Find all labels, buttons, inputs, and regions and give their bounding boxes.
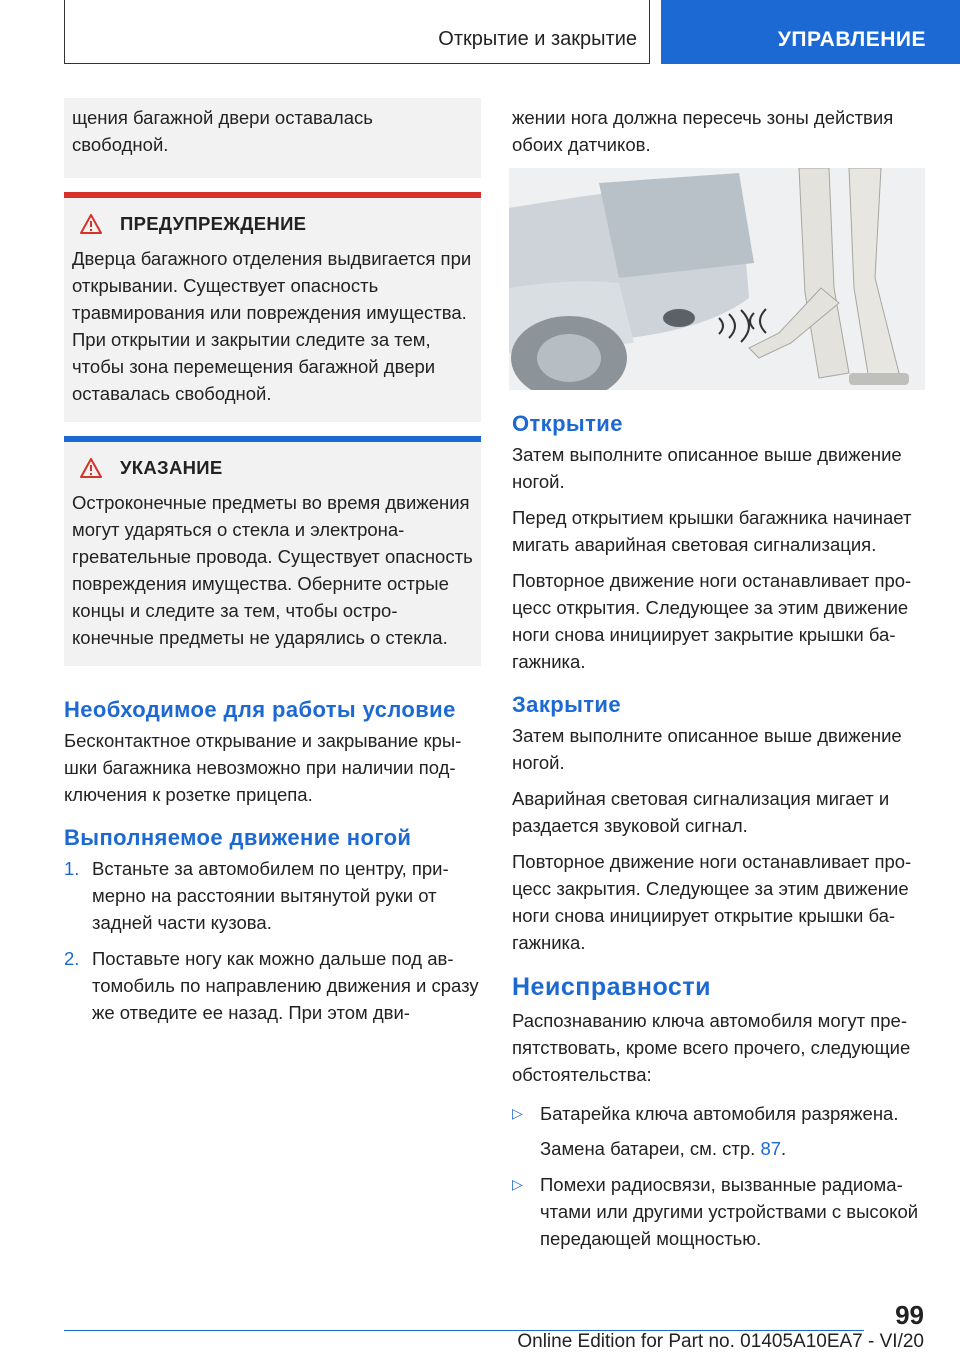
warning-box bbox=[64, 192, 481, 422]
list-number: 2. bbox=[64, 948, 80, 969]
left-column bbox=[64, 98, 481, 1035]
malfunctions-heading: Неисправности bbox=[512, 973, 711, 1001]
intro-box bbox=[64, 98, 481, 178]
notice-text: Остроконечные предметы во время движения могут ударяться о стекла и электронагревательные провода. Существует опасность повреждения имущества. Оберните острые концы и следите за тем, чтобы остроконечные предметы не ударялись о стекла. bbox=[72, 492, 473, 648]
page-link[interactable]: 87 bbox=[760, 1138, 782, 1159]
list-text: Поставьте ногу как можно дальше под автомобиль по направлению движения и сразу же отведите ее назад. При этом дви- bbox=[92, 948, 479, 1023]
notice-bar bbox=[64, 436, 481, 442]
paragraph: Аварийная световая сигнализация мигает и раздается звуковой сигнал. bbox=[512, 788, 890, 836]
list-item bbox=[64, 945, 481, 1026]
paragraph: Затем выполните описанное выше движение ногой. bbox=[512, 725, 902, 773]
opening-heading: Открытие bbox=[512, 411, 623, 436]
battery-reference bbox=[512, 1135, 927, 1162]
list-item bbox=[64, 855, 481, 936]
list-text: Встаньте за автомобилем по центру, примерно на расстоянии вытянутой руки от задней части кузова. bbox=[92, 858, 449, 933]
header-section-box bbox=[64, 0, 650, 64]
header-chapter-box bbox=[661, 0, 960, 64]
paragraph: Повторное движение ноги останавливает процесс закрытия. Следующее за этим движение ноги снова инициирует открытие крышки багажника. bbox=[512, 851, 912, 953]
warning-text: Дверца багажного отделения выдвигается при открывании. Существует опасность травмирования или повреждения имущества. При открытии и закрытии следите за тем, чтобы зона перемещения багажной двери оставалась свободной. bbox=[72, 248, 472, 404]
movement-heading: Выполняемое движение ногой bbox=[64, 825, 412, 850]
list-number: 1. bbox=[64, 858, 80, 879]
paragraph: Распознаванию ключа автомобиля могут препятствовать, кроме всего прочего, следующие обстоятельства: bbox=[512, 1010, 911, 1085]
list-item bbox=[512, 1100, 927, 1127]
paragraph: Затем выполните описанное выше движение ногой. bbox=[512, 444, 902, 492]
warning-bar bbox=[64, 192, 481, 198]
requirement-heading: Необходимое для работы условие bbox=[64, 697, 456, 722]
header-chapter-title: УПРАВЛЕНИЕ bbox=[777, 28, 926, 51]
closing-heading: Закрытие bbox=[512, 692, 621, 717]
kick-sensor-illustration bbox=[509, 168, 925, 390]
notice-title: УКАЗАНИЕ bbox=[120, 457, 223, 478]
notice-box bbox=[64, 436, 481, 666]
list-item bbox=[512, 1171, 927, 1252]
paragraph: Перед открытием крышки багажника начинает мигать аварийная световая сигнализация. bbox=[512, 507, 912, 555]
footer-text: Online Edition for Part no. 01405A10EA7 - VI/20 bbox=[517, 1331, 924, 1352]
warning-triangle-icon bbox=[80, 214, 102, 234]
triangle-bullet-icon: ▷ bbox=[512, 1176, 523, 1192]
warning-title: ПРЕДУПРЕЖДЕНИЕ bbox=[120, 213, 307, 234]
paragraph: Повторное движение ноги останавливает процесс открытия. Следующее за этим движение ноги снова инициирует закрытие крышки багажника. bbox=[512, 570, 912, 672]
notice-triangle-icon bbox=[80, 458, 102, 478]
reference-text: Замена батареи, см. стр. bbox=[540, 1138, 761, 1159]
reference-end: . bbox=[781, 1138, 787, 1159]
right-column bbox=[512, 104, 927, 1260]
list-text: Помехи радиосвязи, вызванные радиомачтами или другими устройствами с высокой передающей мощностью. bbox=[540, 1174, 919, 1249]
requirement-text: Бесконтактное открывание и закрывание крышки багажника невозможно при наличии подключения к розетке прицепа. bbox=[64, 730, 462, 805]
header-section-title: Открытие и закрытие bbox=[438, 28, 637, 50]
list-text: Батарейка ключа автомобиля разряжена. bbox=[540, 1103, 899, 1124]
page-number: 99 bbox=[895, 1300, 924, 1330]
intro-text: щения багажной двери оставалась свободной. bbox=[72, 107, 373, 155]
triangle-bullet-icon: ▷ bbox=[512, 1105, 523, 1121]
continued-text: жении нога должна пересечь зоны действия обоих датчиков. bbox=[512, 107, 894, 155]
